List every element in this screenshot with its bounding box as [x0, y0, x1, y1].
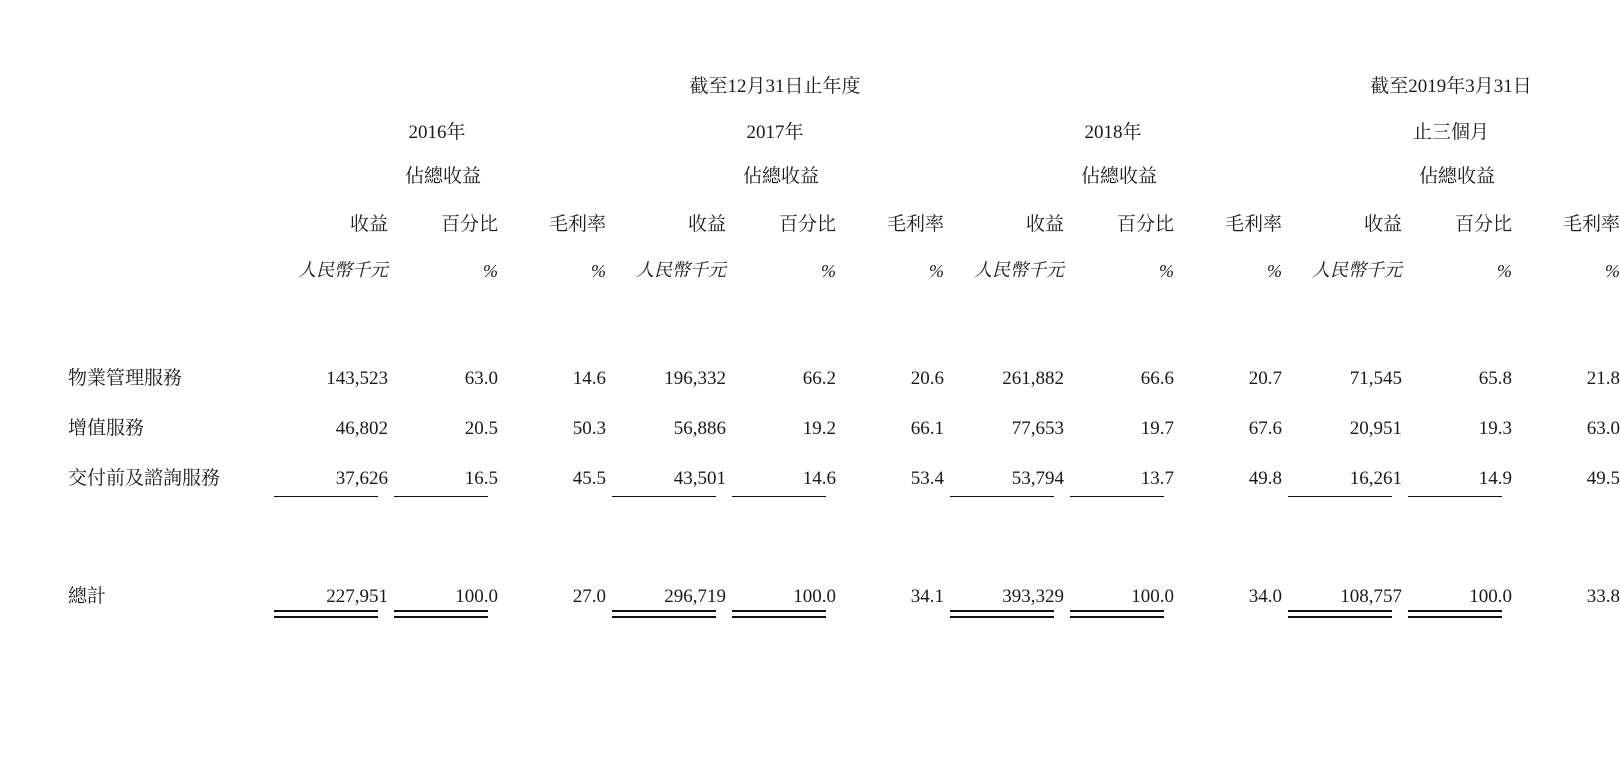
double-rule-gm-2018 [1174, 608, 1282, 620]
cell-total-c0: 227,951 [326, 586, 388, 607]
cell-r2-c0: 37,626 [335, 468, 388, 489]
group-header-quarter: 截至2019年3月31日 [1370, 76, 1532, 97]
subheader-row-corner [68, 144, 268, 188]
cell-r2-c7: 13.7 [1140, 468, 1174, 489]
row-label-value-added: 增值服務 [68, 418, 145, 439]
unit-revenue-2018: 人民幣千元 [974, 260, 1064, 280]
unit-percent-2018: % [1159, 261, 1174, 281]
col-revenue-2018: 收益 [1025, 214, 1064, 235]
double-rule-pct-2017 [726, 608, 836, 620]
rule-gm-2019q1 [1512, 490, 1620, 500]
table-header-periods [68, 98, 1620, 144]
cell-r2-c10: 14.9 [1478, 468, 1513, 489]
cell-r1-c3: 56,886 [673, 418, 726, 439]
rule-rev-2017 [606, 490, 726, 500]
cell-r1-c9: 20,951 [1349, 418, 1403, 439]
total-double-rule-row [68, 608, 1620, 620]
cell-r0-c9: 71,545 [1349, 368, 1403, 389]
cell-r1-c7: 19.7 [1140, 418, 1174, 439]
rule-pct-2017 [726, 490, 836, 500]
cell-total-c5: 34.1 [910, 586, 944, 607]
period-2016: 2016年 [408, 122, 466, 143]
cell-r1-c6: 77,653 [1011, 418, 1064, 439]
cell-r1-c10: 19.3 [1478, 418, 1513, 439]
body-total-spacer [68, 500, 1620, 556]
unit-margin-2016: % [591, 261, 606, 281]
cell-r0-c10: 65.8 [1478, 368, 1513, 389]
col-margin-2017: 毛利率 [886, 214, 944, 235]
table-row [68, 390, 1620, 440]
unit-revenue-2016: 人民幣千元 [298, 260, 388, 280]
col-revenue-2017: 收益 [687, 214, 726, 235]
table-header-groups [68, 52, 1620, 98]
cell-r2-c3: 43,501 [673, 468, 726, 489]
col-percent-2016: 百分比 [440, 214, 498, 235]
col-margin-2018: 毛利率 [1225, 214, 1283, 235]
group-header-years: 截至12月31日止年度 [689, 76, 861, 97]
double-rule-pct-2016 [388, 608, 498, 620]
cell-r0-c7: 66.6 [1140, 368, 1174, 389]
row-label-property-management: 物業管理服務 [68, 368, 183, 389]
double-rule-gm-2016 [498, 608, 606, 620]
cell-r1-c2: 50.3 [572, 418, 606, 439]
cell-r0-c0: 143,523 [326, 368, 388, 389]
cell-r2-c5: 53.4 [910, 468, 944, 489]
row-label-total: 總計 [68, 586, 107, 607]
unit-percent-2017: % [821, 261, 836, 281]
rule-pct-2016 [388, 490, 498, 500]
unit-percent-2016: % [483, 261, 498, 281]
col-percent-2018: 百分比 [1116, 214, 1174, 235]
rule-rev-2018 [944, 490, 1064, 500]
cell-r2-c1: 16.5 [464, 468, 498, 489]
cell-r0-c4: 66.2 [802, 368, 836, 389]
table-header-units [68, 236, 1620, 282]
col-margin-2016: 毛利率 [548, 214, 606, 235]
subheader-spacer-2 [498, 144, 606, 188]
cell-r0-c5: 20.6 [910, 368, 944, 389]
col-percent-2019q1: 百分比 [1455, 214, 1513, 235]
cell-total-c10: 100.0 [1469, 586, 1513, 607]
table-row [68, 340, 1620, 390]
period-three-months: 止三個月 [1413, 122, 1490, 143]
cell-total-c9: 108,757 [1340, 586, 1403, 607]
double-rule-rev-2018 [944, 608, 1064, 620]
rule-rev-2016 [268, 490, 388, 500]
double-rule-rev-2016 [268, 608, 388, 620]
cell-total-c6: 393,329 [1002, 586, 1064, 607]
row-label-pre-delivery-consulting: 交付前及諮詢服務 [68, 468, 221, 489]
unit-margin-2019q1: % [1605, 261, 1620, 281]
header-body-spacer [68, 282, 1620, 340]
subheader-spacer-8 [1512, 144, 1620, 188]
cell-r0-c8: 20.7 [1248, 368, 1283, 389]
unit-revenue-2017: 人民幣千元 [636, 260, 726, 280]
double-rule-pct-2019q1 [1402, 608, 1512, 620]
rule-pct-2019q1 [1402, 490, 1512, 500]
cell-total-c1: 100.0 [455, 586, 498, 607]
cell-r2-c4: 14.6 [802, 468, 836, 489]
table-row [68, 440, 1620, 490]
double-rule-spacer-label [68, 608, 268, 620]
rule-gm-2017 [836, 490, 944, 500]
cell-r0-c11: 21.8 [1586, 368, 1620, 389]
cell-total-c11: 33.8 [1586, 586, 1620, 607]
cell-r0-c2: 14.6 [572, 368, 606, 389]
rule-gm-2018 [1174, 490, 1282, 500]
financial-table [68, 52, 1620, 620]
corner-cell [68, 52, 268, 98]
cell-r2-c8: 49.8 [1248, 468, 1283, 489]
column-row-corner [68, 188, 268, 236]
cell-r2-c2: 45.5 [572, 468, 606, 489]
spacer-cell-mid [68, 500, 1620, 556]
double-rule-rev-2019q1 [1282, 608, 1402, 620]
subheader-pct-2019q1: 佔總收益 [1419, 166, 1496, 187]
subheader-spacer-1 [268, 144, 388, 188]
unit-row-corner [68, 236, 268, 282]
cell-r2-c11: 49.5 [1586, 468, 1620, 489]
cell-r1-c8: 67.6 [1248, 418, 1283, 439]
double-rule-rev-2017 [606, 608, 726, 620]
cell-total-c2: 27.0 [572, 586, 606, 607]
table-total-row [68, 556, 1620, 608]
col-percent-2017: 百分比 [778, 214, 836, 235]
period-row-corner [68, 98, 268, 144]
cell-r1-c0: 46,802 [335, 418, 388, 439]
subheader-spacer-7 [1282, 144, 1402, 188]
rule-spacer-label [68, 490, 268, 500]
double-rule-gm-2019q1 [1512, 608, 1620, 620]
document-page [0, 52, 1620, 782]
unit-margin-2017: % [929, 261, 944, 281]
rule-pct-2018 [1064, 490, 1174, 500]
unit-percent-2019q1: % [1497, 261, 1513, 281]
rule-gm-2016 [498, 490, 606, 500]
subheader-pct-2017: 佔總收益 [742, 166, 819, 187]
spacer-cell [68, 282, 1620, 340]
subtotal-rule-row [68, 490, 1620, 500]
cell-r1-c5: 66.1 [910, 418, 944, 439]
cell-r1-c4: 19.2 [802, 418, 836, 439]
cell-r2-c9: 16,261 [1349, 468, 1403, 489]
rule-rev-2019q1 [1282, 490, 1402, 500]
cell-total-c8: 34.0 [1248, 586, 1283, 607]
subheader-spacer-4 [836, 144, 944, 188]
cell-total-c4: 100.0 [793, 586, 836, 607]
col-revenue-2016: 收益 [349, 214, 388, 235]
subheader-spacer-3 [606, 144, 726, 188]
table-header-subheaders [68, 144, 1620, 188]
cell-r1-c11: 63.0 [1586, 418, 1620, 439]
period-2017: 2017年 [746, 122, 804, 143]
period-2018: 2018年 [1084, 122, 1142, 143]
double-rule-gm-2017 [836, 608, 944, 620]
subheader-spacer-5 [944, 144, 1064, 188]
col-margin-2019q1: 毛利率 [1563, 214, 1620, 235]
col-revenue-2019q1: 收益 [1364, 214, 1403, 235]
cell-r1-c1: 20.5 [464, 418, 498, 439]
unit-margin-2018: % [1267, 261, 1283, 281]
unit-revenue-2019q1: 人民幣千元 [1312, 260, 1403, 280]
cell-r0-c3: 196,332 [664, 368, 726, 389]
cell-total-c7: 100.0 [1131, 586, 1174, 607]
cell-total-c3: 296,719 [664, 586, 726, 607]
subheader-pct-2018: 佔總收益 [1080, 166, 1157, 187]
subheader-spacer-6 [1174, 144, 1282, 188]
cell-r2-c6: 53,794 [1011, 468, 1064, 489]
subheader-pct-2016: 佔總收益 [404, 166, 481, 187]
double-rule-pct-2018 [1064, 608, 1174, 620]
cell-r0-c1: 63.0 [464, 368, 498, 389]
cell-r0-c6: 261,882 [1002, 368, 1064, 389]
table-header-columns [68, 188, 1620, 236]
